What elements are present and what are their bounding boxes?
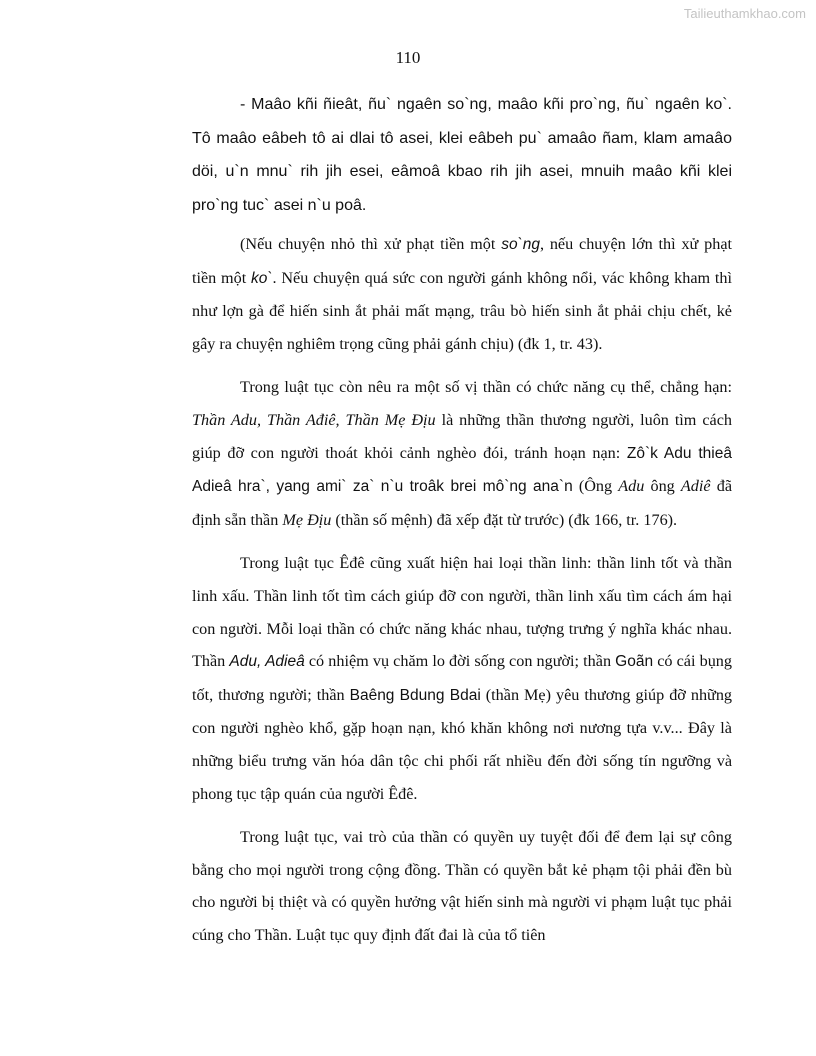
deity-name: Mẹ Địu: [282, 510, 332, 529]
text-span: ông: [644, 477, 681, 496]
text-span: là những thần thương người, luôn tìm cách giúp đỡ con người thoát khỏi cảnh nghèo đói, tránh hoạn nạn:: [192, 410, 732, 462]
text-span: có cái bụng tốt, thương người; thần: [192, 652, 732, 704]
text-span: . Nếu chuyện quá sức con người gánh không nổi, vác không kham thì như lợn gà để hiến sinh ắt phải mất mạng, trâu bò hiến sinh ắt phải chịu chết, kẻ gây ra chuyện nghiêm trọng cũng phải gánh chịu) (đk 1, tr. 43).: [192, 268, 732, 353]
text-span: , nếu chuyện lớn thì xử phạt tiền một: [192, 235, 732, 287]
deities-paragraph: [192, 371, 732, 536]
deity-names: Thần Adu, Thần Ađiê, Thần Mẹ Địu: [192, 410, 436, 429]
text-span: (thần Mẹ) yêu thương giúp đỡ những con người nghèo khổ, gặp hoạn nạn, khó khăn không nơi nương tựa v.v... Đây là những biểu trưng văn hóa dân tộc chi phối rất nhiều đến đời sống tín ngưỡng và phong tục tập quán của người Êđê.: [192, 685, 733, 803]
authority-paragraph: Trong luật tục, vai trò của thần có quyền uy tuyệt đối để đem lại sự công bằng cho mọi người trong cộng đồng. Thần có quyền bắt kẻ phạm tội phải đền bù cho người bị thiệt và có quyền hưởng vật hiến sinh mà người vi phạm luật tục phải cúng cho Thần. Luật tục quy định đất đai là của tổ tiên: [192, 828, 732, 944]
translation-paragraph: [192, 228, 732, 360]
deity-name: Baêng Bdung Bdai: [349, 686, 481, 704]
deity-name: Adu: [618, 477, 645, 496]
text-span: (Ông: [572, 477, 619, 496]
text-span: Trong luật tục Êđê cũng xuất hiện hai loại thần linh: thần linh tốt và thần linh xấu. Thần linh tốt tìm cách giúp đỡ con người, thần linh xấu tìm cách ám hại con người. Mỗi loại thần có chức năng khác nhau, tượng trưng ý nghĩa khác nhau. Thần: [192, 554, 732, 671]
text-span: Trong luật tục còn nêu ra một số vị thần có chức năng cụ thể, chẳng hạn:: [240, 378, 732, 397]
ede-quote-paragraph: - Maâo kñi ñieât, ñu` ngaên so`ng, maâo kñi pro`ng, ñu` ngaên ko`. Tô maâo eâbeh tô ai dlai tô asei, klei eâbeh pu` amaâo ñam, klam amaâo döi, u`n mnu` rih jih esei, eâmoâ kbao rih jih asei, mnuih maâo kñi klei pro`ng tuc` asei n`u poâ.: [192, 96, 732, 214]
deity-name: Adu, Adieâ: [229, 653, 305, 671]
page-body: [192, 88, 732, 962]
text-span: đã định sẵn thần: [192, 477, 733, 529]
ede-term: so`ng: [501, 236, 540, 253]
ede-quote-inline: Zô`k Adu thieâ Adieâ hra`, yang ami` za` n`u troâk brei mô`ng ana`n: [192, 444, 732, 496]
deity-name: Adiê: [680, 477, 711, 496]
good-bad-deities-paragraph: [192, 547, 732, 810]
page-number: 110: [395, 48, 421, 67]
ede-term: ko`: [251, 269, 273, 287]
watermark: Tailieuthamkhao.com: [683, 6, 806, 21]
text-span: có nhiệm vụ chăm lo đời sống con người; thần: [304, 652, 616, 671]
text-span: (Nếu chuyện nhỏ thì xử phạt tiền một: [240, 235, 502, 253]
deity-name: Goãn: [615, 653, 654, 671]
text-span: (thần số mệnh) đã xếp đặt từ trước) (đk 166, tr. 176).: [331, 510, 678, 529]
